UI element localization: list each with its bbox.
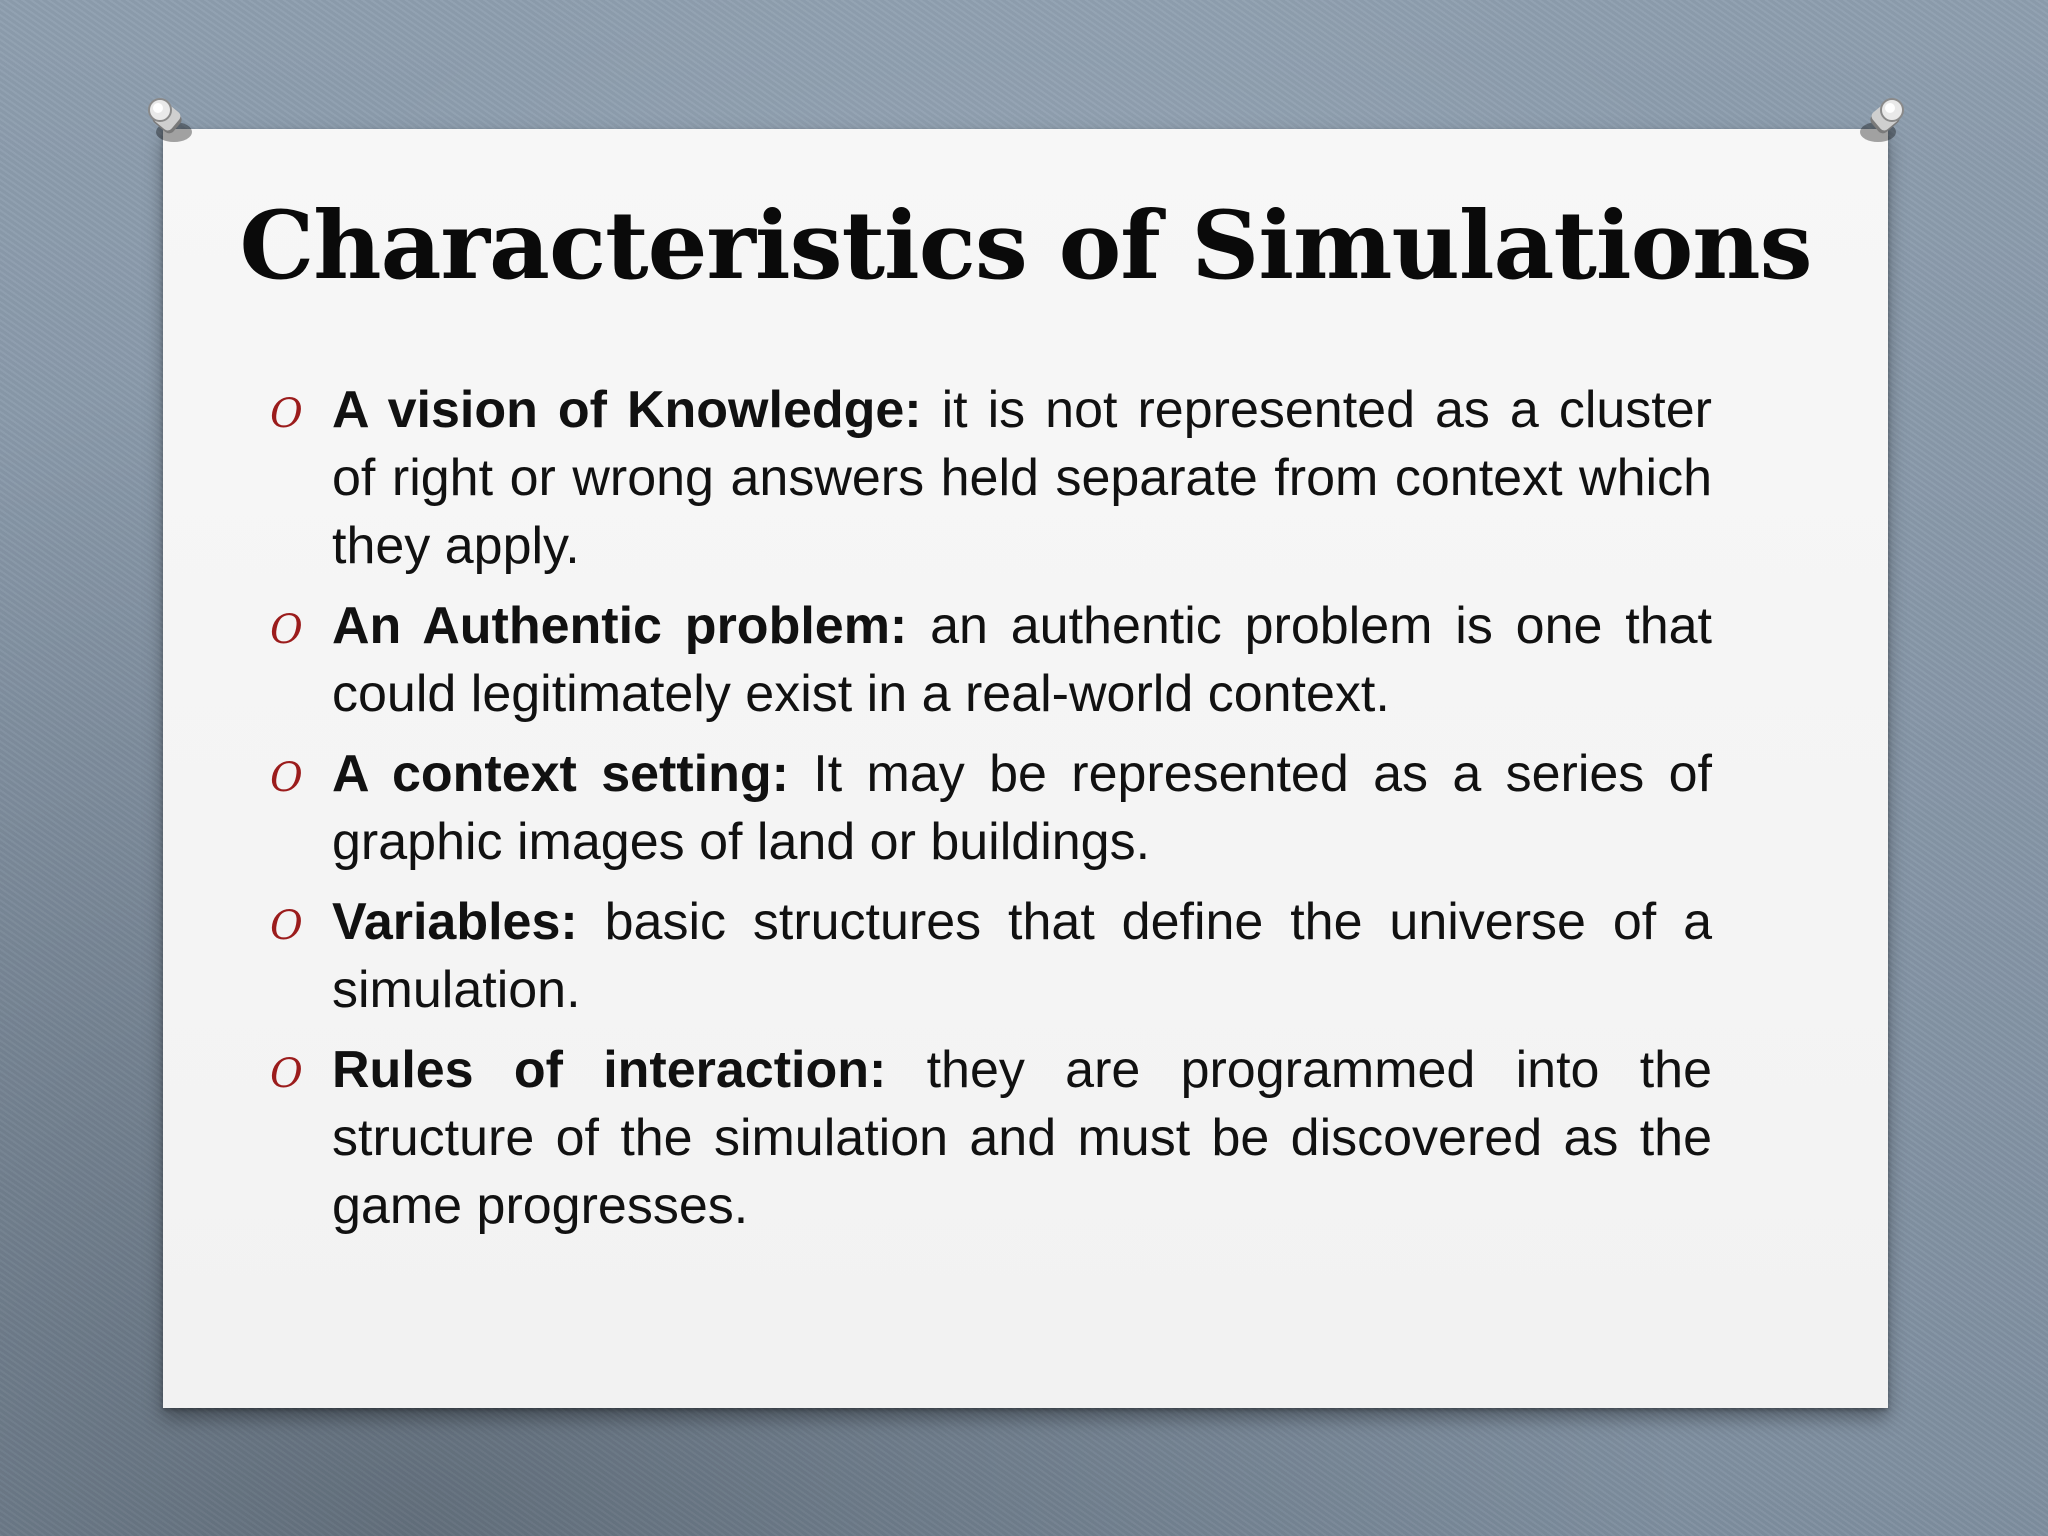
bullet-term: Rules of interaction: [332, 1041, 887, 1099]
bullet-item [270, 1036, 1712, 1240]
bullet-marker-icon: O [270, 1051, 303, 1097]
bullet-term: A context setting: [332, 745, 789, 803]
bullet-item [270, 740, 1712, 876]
bullet-marker-icon: O [270, 755, 303, 801]
bullet-term: A vision of Knowledge: [332, 381, 922, 439]
slide-title: Characteristics of Simulations [239, 191, 1812, 301]
bullet-text: basic structures that define the universe of a simulation. [332, 893, 1712, 1019]
pushpin-icon [1852, 92, 1912, 152]
bullet-text: It may be represented as a series of graphic images of land or buildings. [332, 745, 1713, 871]
bullet-item [270, 592, 1712, 728]
pushpin-icon [140, 92, 200, 152]
bullet-item [270, 376, 1712, 580]
bullet-term: Variables: [332, 893, 578, 951]
bullet-list [270, 376, 1712, 1252]
bullet-item [270, 888, 1712, 1024]
bullet-text: they are programmed into the structure of the simulation and must be discovered as the game progresses. [332, 1041, 1712, 1235]
bullet-term: An Authentic problem: [332, 597, 908, 655]
bullet-text: it is not represented as a cluster of right or wrong answers held separate from context which they apply. [332, 381, 1712, 575]
bullet-marker-icon: O [270, 903, 303, 949]
bullet-marker-icon: O [270, 607, 303, 653]
bullet-marker-icon: O [270, 391, 303, 437]
bullet-text: an authentic problem is one that could legitimately exist in a real-world context. [332, 597, 1712, 723]
